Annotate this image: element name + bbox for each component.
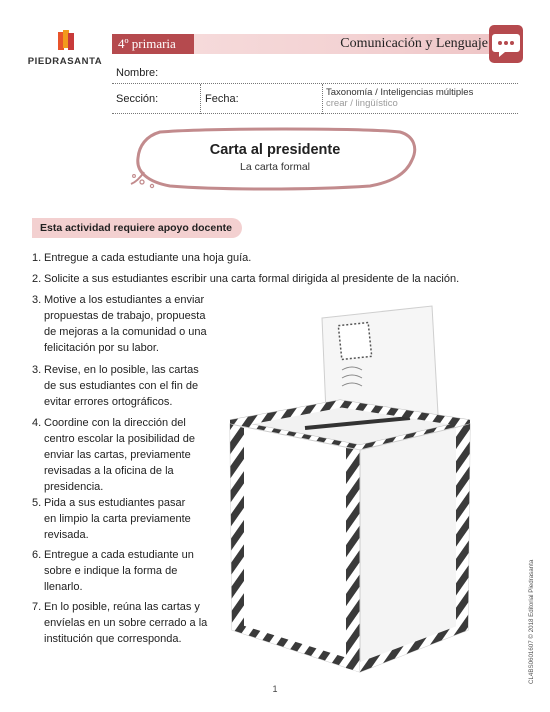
step-number: 1. <box>32 252 42 264</box>
logo-text: PIEDRASANTA <box>27 56 103 67</box>
step-number: 3. <box>32 364 42 376</box>
step-line: envíelas en un sobre cerrado a la <box>44 617 208 629</box>
taxonomy-box <box>326 87 473 109</box>
divider <box>200 84 201 114</box>
step-line: evitar errores ortográficos. <box>44 396 173 408</box>
step-line: Entregue a cada estudiante una hoja guía. <box>44 252 252 264</box>
section-label: Sección: <box>116 93 159 105</box>
teacher-support-banner <box>32 218 242 238</box>
ballot-box-illustration <box>210 300 480 675</box>
copyright-notice: CL4BS0601607 © 2018 Editorial Piedrasanta <box>528 559 535 684</box>
step-number: 2. <box>32 273 42 285</box>
step-line: de sus estudiantes con el fin de <box>44 380 199 392</box>
page-number: 1 <box>272 684 278 694</box>
step-line: revisada. <box>44 529 89 541</box>
step-line: enviar las cartas, previamente <box>44 449 191 461</box>
header-band <box>112 34 512 54</box>
taxonomy-value: crear / lingüístico <box>326 98 398 109</box>
step-line: presidencia. <box>44 481 104 493</box>
step-number: 5. <box>32 497 42 509</box>
teacher-support-text: Esta actividad requiere apoyo docente <box>40 222 232 234</box>
subject-title: Comunicación y Lenguaje <box>340 36 488 51</box>
taxonomy-label: Taxonomía / Inteligencias múltiples <box>326 87 474 98</box>
date-label: Fecha: <box>205 93 239 105</box>
step-line: institución que corresponda. <box>44 633 182 645</box>
title-cloud-frame <box>130 126 420 192</box>
step-number: 7. <box>32 601 42 613</box>
step-number: 6. <box>32 549 42 561</box>
activity-title: Carta al presidente <box>209 142 341 158</box>
activity-subtitle: La carta formal <box>239 161 311 173</box>
step-line: felicitación por su labor. <box>44 342 159 354</box>
step-line: llenarlo. <box>44 581 83 593</box>
name-label: Nombre: <box>116 67 159 79</box>
step-line: En lo posible, reúna las cartas y <box>44 601 200 613</box>
grade-label: 4º primaria <box>112 34 194 54</box>
name-row <box>112 58 518 84</box>
step-line: sobre e indique la forma de <box>44 565 178 577</box>
step-line: Solicite a sus estudiantes escribir una carta formal dirigida al presidente de la nación. <box>44 273 460 285</box>
step-line: de mejoras a la comunidad o una <box>44 326 207 338</box>
book-logo-icon <box>52 30 78 52</box>
step-number: 4. <box>32 417 42 429</box>
step-line: Motive a los estudiantes a enviar <box>44 294 205 306</box>
divider <box>322 84 323 114</box>
step-line: Pida a sus estudiantes pasar <box>44 497 186 509</box>
step-line: centro escolar la posibilidad de <box>44 433 196 445</box>
step-line: propuestas de trabajo, propuesta <box>44 310 206 322</box>
step-number: 3. <box>32 294 42 306</box>
step-line: Revise, en lo posible, las cartas <box>44 364 199 376</box>
step-line: Coordine con la dirección del <box>44 417 186 429</box>
publisher-logo <box>20 30 110 70</box>
step-line: Entregue a cada estudiante un <box>44 549 194 561</box>
step-line: en limpio la carta previamente <box>44 513 191 525</box>
step-line: revisadas a la oficina de la <box>44 465 174 477</box>
